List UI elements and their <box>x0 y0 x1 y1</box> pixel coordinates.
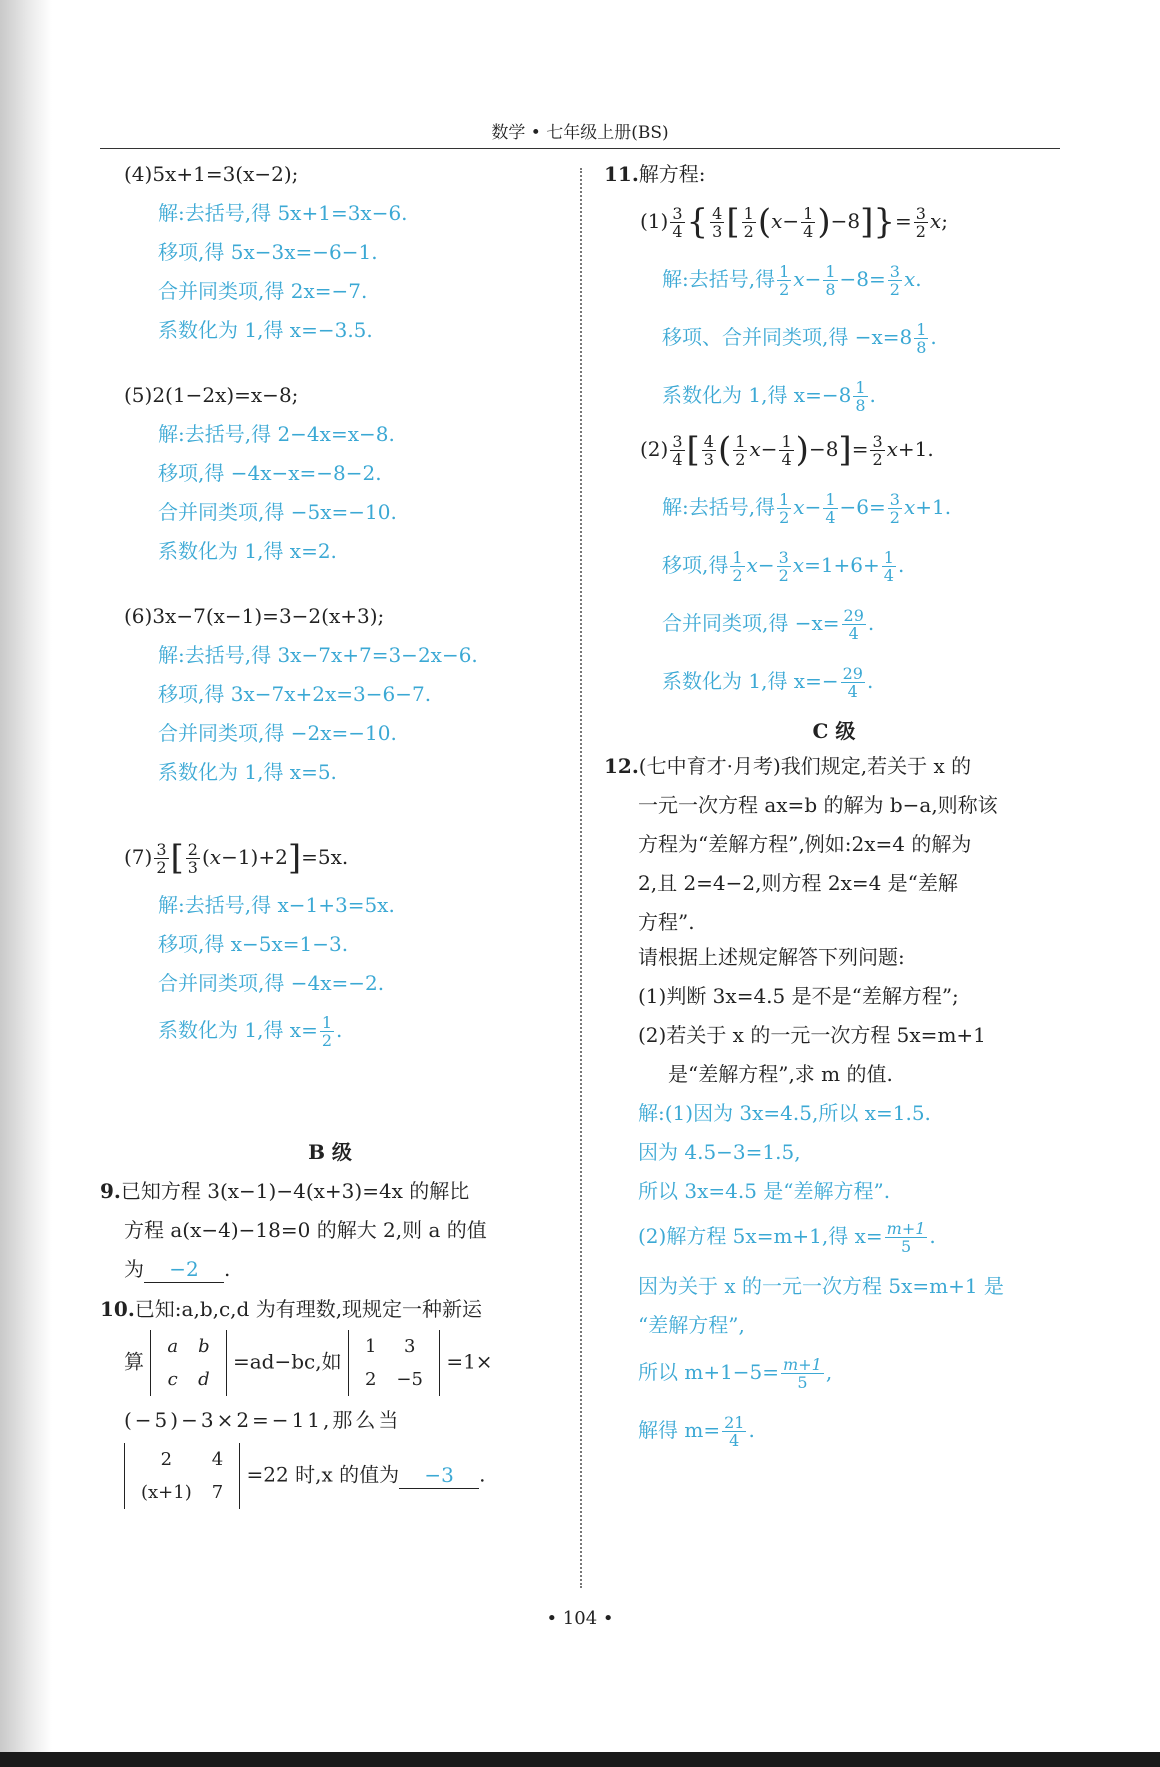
problem-5-step-3: 合并同类项,得 −5x=−10. <box>158 500 397 524</box>
q12-line-1: 12.(七中育才·月考)我们规定,若关于 x 的 <box>604 754 972 778</box>
question-9-line-2: 方程 a(x−4)−18=0 的解大 2,则 a 的值 <box>124 1218 487 1242</box>
q12-answer-7: 所以 m+1−5= $\frac{m+1}{5}$ , <box>638 1355 833 1392</box>
question-10 <box>100 1297 560 1509</box>
problem-5-step-2: 移项,得 −4x−x=−8−2. <box>158 461 382 485</box>
q12-answer-8: 解得 m= $\frac{21}{4}$ . <box>638 1413 755 1450</box>
question-9-line-3: 为 −2 . <box>124 1257 231 1281</box>
question-10-answer-blank: −3 <box>399 1463 479 1489</box>
header-rule <box>100 148 1060 149</box>
left-column <box>100 162 560 1509</box>
q12-line-8: (2)若关于 x 的一元一次方程 5x=m+1 <box>638 1023 986 1047</box>
q11-p2-step-4: 系数化为 1,得 x=− $\frac{29}{4}$ . <box>662 664 874 701</box>
page-edge-shadow <box>0 0 52 1767</box>
level-c-heading: C 级 <box>812 719 856 743</box>
problem-4-step-3: 合并同类项,得 2x=−7. <box>158 279 368 303</box>
problem-5 <box>100 383 560 564</box>
problem-4-step-4: 系数化为 1,得 x=−3.5. <box>158 318 373 342</box>
question-11-part-2 <box>604 427 1064 703</box>
question-10-line-3: (−5)−3×2=−11,那么当 <box>124 1408 402 1432</box>
q12-answer-6: “差解方程”, <box>638 1313 745 1337</box>
q12-line-7: (1)判断 3x=4.5 是不是“差解方程”; <box>638 984 959 1008</box>
question-10-line-1: 10.已知:a,b,c,d 为有理数,现规定一种新运 <box>100 1297 483 1321</box>
q11-p2-step-3: 合并同类项,得 −x= $\frac{29}{4}$ . <box>662 606 875 643</box>
question-10-line-2: 算 a b c d =ad−bc,如 1 3 2 −5 =1× <box>100 1330 560 1396</box>
problem-6-question: (6)3x−7(x−1)=3−2(x+3); <box>124 604 385 628</box>
problem-7-step-4: 系数化为 1,得 x= $\frac{1}{2}$ . <box>158 1013 343 1050</box>
level-b-heading: B 级 <box>308 1140 352 1164</box>
q12-answer-2: 因为 4.5−3=1.5, <box>638 1140 801 1164</box>
problem-5-step-4: 系数化为 1,得 x=2. <box>158 539 337 563</box>
problem-4-step-2: 移项,得 5x−3x=−6−1. <box>158 240 378 264</box>
q12-line-2: 一元一次方程 ax=b 的解为 b−a,则称该 <box>638 793 998 817</box>
q12-answer-1: 解:(1)因为 3x=4.5,所以 x=1.5. <box>638 1101 931 1125</box>
q11-p2-question: (2) $\frac{3}{4}$ [ $\frac{4}{3}$ ( $\frac{1}{2}$ x− $\frac{1}{4}$ )−8]= $\frac{3}{2}$ x+1. <box>640 430 934 470</box>
q11-p2-step-1: 解:去括号,得 $\frac{1}{2}$ x− $\frac{1}{4}$ −6= $\frac{3}{2}$ x+1. <box>662 490 952 527</box>
q11-p2-step-2: 移项,得 $\frac{1}{2}$ x− $\frac{3}{2}$ x=1+6+ $\frac{1}{4}$ . <box>662 548 905 585</box>
problem-6-step-1: 解:去括号,得 3x−7x+7=3−2x−6. <box>158 643 478 667</box>
question-9-answer-blank: −2 <box>144 1257 224 1283</box>
q12-answer-5: 因为关于 x 的一元一次方程 5x=m+1 是 <box>638 1274 1004 1298</box>
column-divider <box>580 168 582 1588</box>
q12-line-4: 2,且 2=4−2,则方程 2x=4 是“差解 <box>638 871 958 895</box>
question-9-line-1: 9.已知方程 3(x−1)−4(x+3)=4x 的解比 <box>100 1179 470 1203</box>
q12-line-6: 请根据上述规定解答下列问题: <box>638 945 905 969</box>
q12-line-9: 是“差解方程”,求 m 的值. <box>668 1062 893 1086</box>
q11-p1-step-1: 解:去括号,得 $\frac{1}{2}$ x− $\frac{1}{8}$ −8= $\frac{3}{2}$ x. <box>662 262 922 299</box>
question-10-line-4: 2 4 (x+1) 7 =22 时,x 的值为 −3 . <box>100 1443 560 1509</box>
q12-line-3: 方程为“差解方程”,例如:2x=4 的解为 <box>638 832 972 856</box>
determinant-example: 1 3 2 −5 <box>348 1330 440 1396</box>
problem-6-step-3: 合并同类项,得 −2x=−10. <box>158 721 397 745</box>
question-9 <box>100 1179 560 1283</box>
bottom-bar <box>0 1752 1160 1767</box>
problem-7-question: (7) $\frac{3}{2}$ [ $\frac{2}{3}$ (x−1)+2]=5x. <box>124 838 349 878</box>
question-11-title: 11.解方程: <box>604 162 706 186</box>
right-column <box>604 162 1064 1452</box>
problem-7-step-2: 移项,得 x−5x=1−3. <box>158 932 349 956</box>
page-number: • 104 • <box>546 1608 614 1629</box>
q12-line-5: 方程”. <box>638 910 695 934</box>
problem-4-question: (4)5x+1=3(x−2); <box>124 162 299 186</box>
determinant-x: 2 4 (x+1) 7 <box>124 1443 240 1509</box>
problem-7-step-3: 合并同类项,得 −4x=−2. <box>158 971 385 995</box>
problem-7-step-1: 解:去括号,得 x−1+3=5x. <box>158 893 395 917</box>
problem-5-question: (5)2(1−2x)=x−8; <box>124 383 299 407</box>
page-header: 数学 • 七年级上册(BS) <box>491 123 669 143</box>
question-11-part-1 <box>604 199 1064 417</box>
q12-answer-4: (2)解方程 5x=m+1,得 x= $\frac{m+1}{5}$ . <box>638 1219 936 1256</box>
q11-p1-step-3: 系数化为 1,得 x=−8 $\frac{1}{8}$ . <box>662 378 876 415</box>
q11-p1-step-2: 移项、合并同类项,得 −x=8 $\frac{1}{8}$ . <box>662 320 937 357</box>
problem-6 <box>100 604 560 785</box>
problem-7 <box>100 835 560 1050</box>
determinant-abcd: a b c d <box>150 1330 226 1396</box>
question-12 <box>604 754 1064 1452</box>
problem-4-step-1: 解:去括号,得 5x+1=3x−6. <box>158 201 408 225</box>
problem-5-step-1: 解:去括号,得 2−4x=x−8. <box>158 422 395 446</box>
problem-4 <box>100 162 560 343</box>
q11-p1-question: (1) $\frac{3}{4}$ { $\frac{4}{3}$ [ $\frac{1}{2}$ (x− $\frac{1}{4}$ )−8]}= $\frac{3}{2}$ x; <box>640 202 948 242</box>
problem-6-step-4: 系数化为 1,得 x=5. <box>158 760 337 784</box>
problem-6-step-2: 移项,得 3x−7x+2x=3−6−7. <box>158 682 432 706</box>
q12-answer-3: 所以 3x=4.5 是“差解方程”. <box>638 1179 891 1203</box>
